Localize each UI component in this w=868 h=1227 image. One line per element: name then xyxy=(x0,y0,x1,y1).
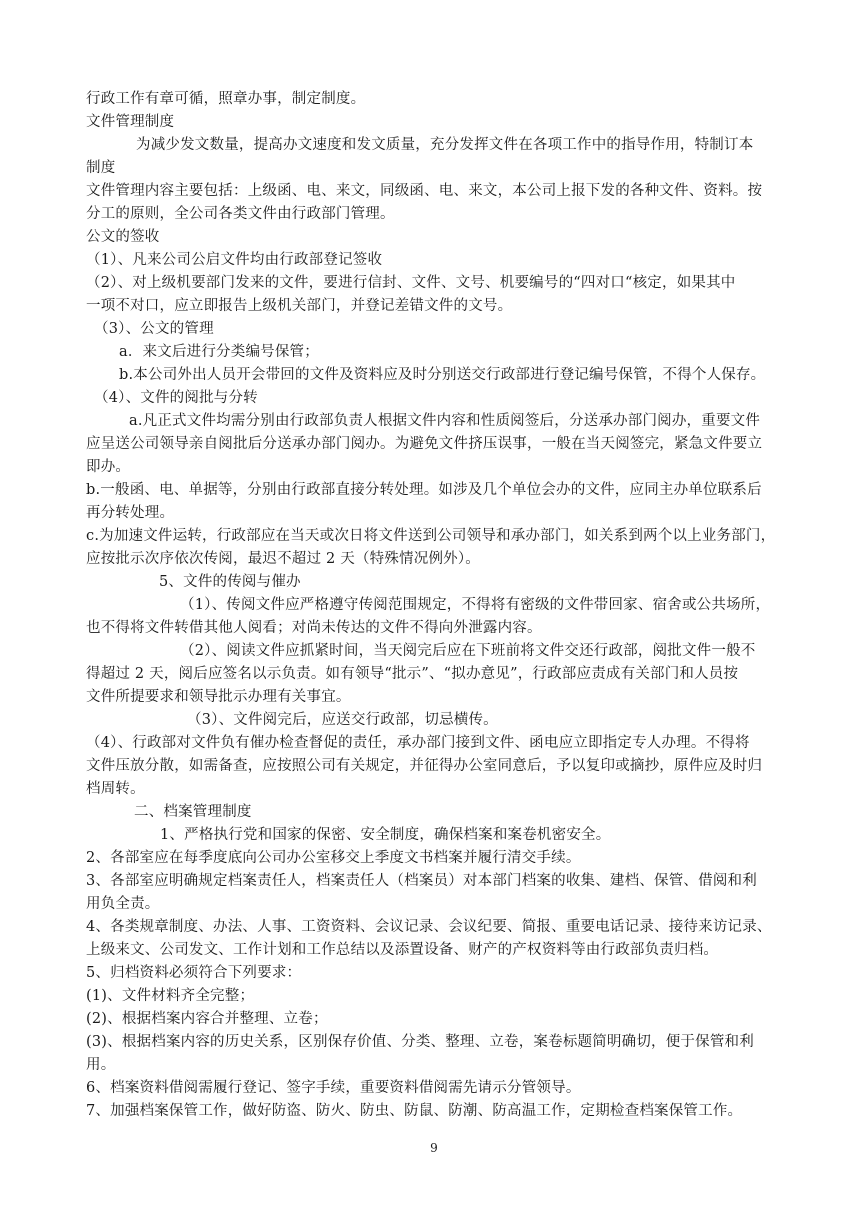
text-line: 7、加强档案保管工作，做好防盗、防火、防虫、防鼠、防潮、防高温工作，定期检查档案保管工作。 xyxy=(86,1103,743,1119)
text-line: a.凡正式文件均需分别由行政部负责人根据文件内容和性质阅签后，分送承办部门阅办，重要文件 xyxy=(129,413,761,429)
text-line: 5、归档资料必须符合下列要求： xyxy=(86,965,302,981)
text-line: （1）、传阅文件应严格遵守传阅范围规定，不得将有密级的文件带回家、宿舍或公共场所， xyxy=(180,597,771,613)
section-heading: （3）、公文的管理 xyxy=(94,321,214,337)
section-heading: 文件管理制度 xyxy=(86,114,175,130)
section-heading: （4）、文件的阅批与分转 xyxy=(94,390,258,406)
text-line: 6、档案资料借阅需履行登记、签字手续，重要资料借阅需先请示分管领导。 xyxy=(86,1080,581,1096)
text-line: 4、各类规章制度、办法、人事、工资资料、会议记录、会议纪要、简报、重要电话记录、接待来访记录、 xyxy=(86,919,772,935)
text-line: 文件压放分散，如需备查，应按照公司有关规定，并征得办公室同意后，予以复印或摘抄，原件应及时归 xyxy=(86,758,763,774)
text-line: 行政工作有章可循，照章办事，制定制度。 xyxy=(86,91,366,107)
text-line: (1)、文件材料齐全完整； xyxy=(86,988,255,1004)
text-line: 也不得将文件转借其他人阅看；对尚未传达的文件不得向外泄露内容。 xyxy=(86,620,542,636)
text-line: 档周转。 xyxy=(86,781,145,797)
text-line: 上级来文、公司发文、工作计划和工作总结以及添置设备、财产的产权资料等由行政部负责归档。 xyxy=(86,942,719,958)
text-line: c.为加速文件运转，行政部应在当天或次日将文件送到公司领导和承办部门，如关系到两个以上业务部门， xyxy=(86,528,776,544)
text-line: （3）、文件阅完后，应送交行政部，切忌横传。 xyxy=(187,712,498,728)
section-heading: 二、档案管理制度 xyxy=(134,804,252,820)
text-line: 一项不对口，应立即报告上级机关部门，并登记差错文件的文号。 xyxy=(86,298,513,314)
text-line: 2、各部室应在每季度底向公司办公室移交上季度文书档案并履行清交手续。 xyxy=(86,850,581,866)
text-line: （1）、凡来公司公启文件均由行政部登记签收 xyxy=(86,252,383,268)
text-line: （2）、阅读文件应抓紧时间，当天阅完后应在下班前将文件交还行政部，阅批文件一般不 xyxy=(180,643,756,659)
text-line: 3、各部室应明确规定档案责任人，档案责任人（档案员）对本部门档案的收集、建档、保管、借阅和利 xyxy=(86,873,757,889)
text-line: （4）、行政部对文件负有催办检查督促的责任，承办部门接到文件、函电应立即指定专人办理。不得将 xyxy=(86,735,750,751)
text-line: 用。 xyxy=(86,1057,116,1073)
text-line: a．来文后进行分类编号保管； xyxy=(119,344,319,360)
text-line: 得超过 2 天，阅后应签名以示负责。如有领导“批示”、“拟办意见”，行政部应责成有关部门和人员按 xyxy=(86,666,739,682)
text-line: 用负全责。 xyxy=(86,896,160,912)
text-line: 制度 xyxy=(86,160,116,176)
text-line: 应呈送公司领导亲自阅批后分送承办部门阅办。为避免文件挤压误事，一般在当天阅签完，紧急文件要立 xyxy=(86,436,763,452)
text-line: 再分转处理。 xyxy=(86,505,175,521)
text-line: 文件所提要求和领导批示办理有关事宜。 xyxy=(86,689,351,705)
section-heading: 公文的签收 xyxy=(86,229,160,245)
text-line: 为减少发文数量，提高办文速度和发文质量，充分发挥文件在各项工作中的指导作用，特制订本 xyxy=(136,137,754,153)
text-line: 1、严格执行党和国家的保密、安全制度，确保档案和案卷机密安全。 xyxy=(160,827,611,843)
text-line: 应按批示次序依次传阅，最迟不超过 2 天（特殊情况例外）。 xyxy=(86,551,480,567)
page-number: 9 xyxy=(430,1141,438,1155)
text-line: b.一般函、电、单据等，分别由行政部直接分转处理。如涉及几个单位会办的文件，应同主办单位联系后 xyxy=(86,482,762,498)
text-line: 文件管理内容主要包括：上级函、电、来文，同级函、电、来文，本公司上报下发的各种文件、资料。按 xyxy=(86,183,763,199)
text-line: b.本公司外出人员开会带回的文件及资料应及时分别送交行政部进行登记编号保管，不得个人保存。 xyxy=(119,367,766,383)
text-line: (2)、根据档案内容合并整理、立卷； xyxy=(86,1011,328,1027)
section-heading: 5、文件的传阅与催办 xyxy=(159,574,301,590)
text-line: 即办。 xyxy=(86,459,131,475)
text-line: （2）、对上级机要部门发来的文件，要进行信封、文件、文号、机要编号的“四对口“核定，如果其中 xyxy=(86,275,736,291)
text-line: 分工的原则，全公司各类文件由行政部门管理。 xyxy=(86,206,395,222)
text-line: (3)、根据档案内容的历史关系，区别保存价值、分类、整理、立卷，案卷标题简明确切，便于保管和利 xyxy=(86,1034,754,1050)
